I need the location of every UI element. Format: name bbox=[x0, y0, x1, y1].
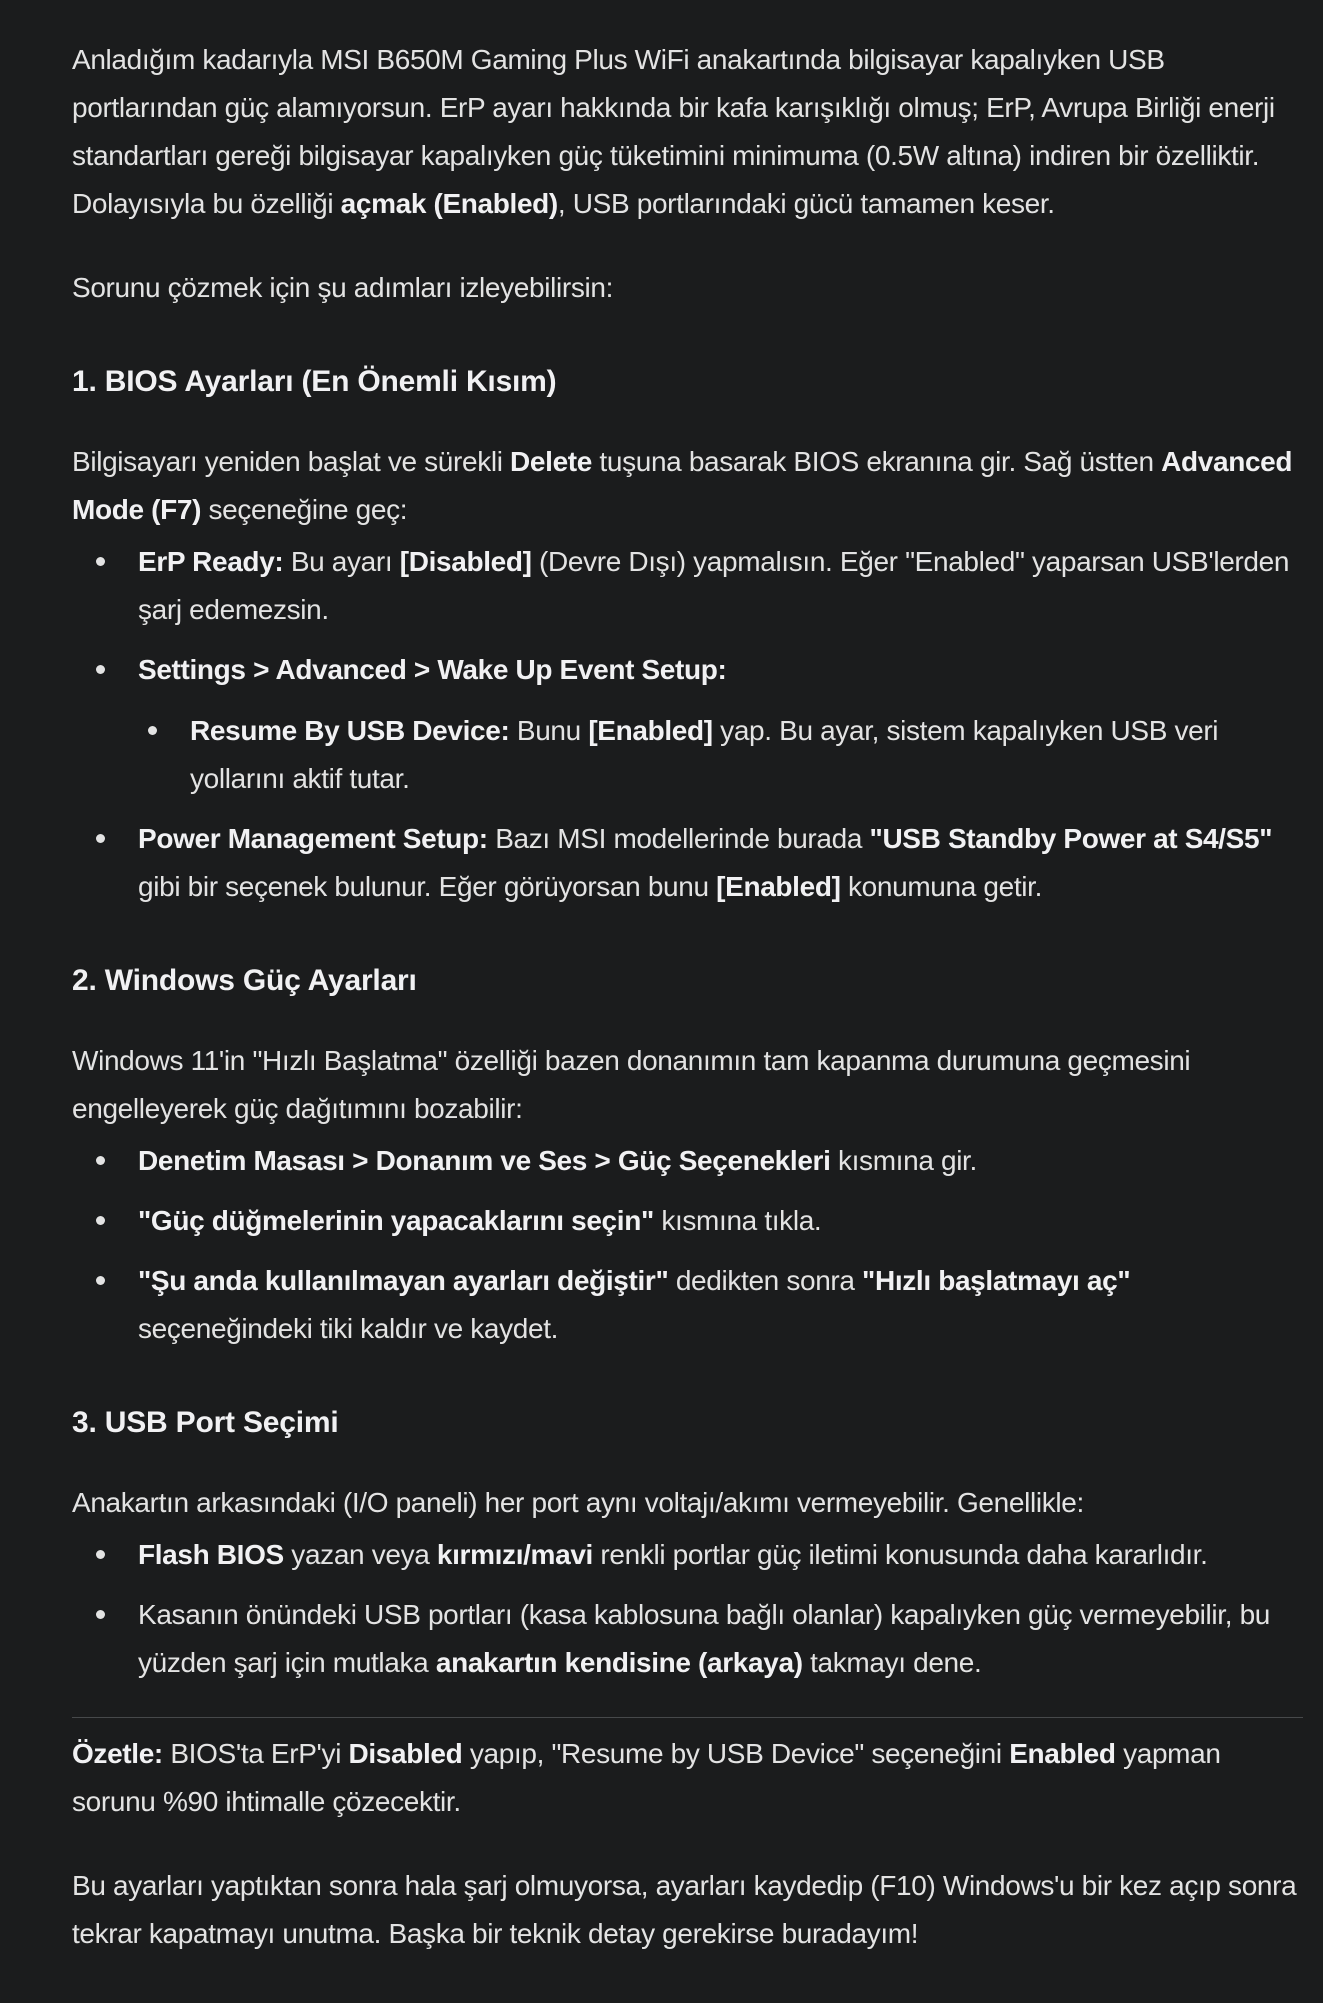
text-run: takmayı dene. bbox=[802, 1647, 982, 1678]
section-heading bbox=[72, 1403, 1303, 1443]
text-run: Windows 11'in "Hızlı Başlatma" özelliği bazen donanımın tam kapanma durumuna geçmesini engelleyerek güç dağıtımını bozabilir: bbox=[72, 1045, 1191, 1124]
text-run: Bazı MSI modellerinde burada bbox=[487, 823, 870, 854]
text-run: seçeneğine geç: bbox=[201, 494, 408, 525]
bold-text: Settings > Advanced > Wake Up Event Setup: bbox=[138, 654, 727, 685]
bold-text: [Enabled] bbox=[588, 715, 713, 746]
list-item bbox=[72, 1197, 1303, 1245]
bold-text: "Hızlı başlatmayı aç" bbox=[862, 1265, 1131, 1296]
paragraph bbox=[72, 1479, 1303, 1527]
bold-text: [Disabled] bbox=[399, 546, 532, 577]
bold-text: Power Management Setup: bbox=[138, 823, 488, 854]
bold-text: "USB Standby Power at S4/S5" bbox=[869, 823, 1273, 854]
list-item bbox=[138, 707, 1303, 803]
section-divider bbox=[72, 1717, 1303, 1718]
paragraph bbox=[72, 264, 1303, 312]
bold-text: Özetle: bbox=[72, 1738, 163, 1769]
text-run: gibi bir seçenek bulunur. Eğer görüyorsan bunu bbox=[138, 871, 717, 902]
text-run: tuşuna basarak BIOS ekranına gir. Sağ üstten bbox=[592, 446, 1162, 477]
bold-text: ErP Ready: bbox=[138, 546, 284, 577]
text-run: Bunu bbox=[509, 715, 589, 746]
bold-text: Denetim Masası > Donanım ve Ses > Güç Seçenekleri bbox=[138, 1145, 831, 1176]
text-run: kısmına tıkla. bbox=[653, 1205, 822, 1236]
text-run: 2. Windows Güç Ayarları bbox=[72, 964, 417, 997]
text-run: Bilgisayarı yeniden başlat ve sürekli bbox=[72, 446, 511, 477]
list-item bbox=[72, 1591, 1303, 1687]
text-run: yazan veya bbox=[283, 1539, 437, 1570]
text-run: 3. USB Port Seçimi bbox=[72, 1406, 339, 1439]
text-run: konumuna getir. bbox=[840, 871, 1042, 902]
text-run: kısmına gir. bbox=[830, 1145, 977, 1176]
text-run: 1. BIOS Ayarları (En Önemli Kısım) bbox=[72, 365, 557, 398]
list-item bbox=[72, 1137, 1303, 1185]
text-run: yapıp, "Resume by USB Device" seçeneğini bbox=[462, 1738, 1010, 1769]
bold-text: Disabled bbox=[348, 1738, 463, 1769]
list-item bbox=[72, 538, 1303, 634]
text-run: Bu ayarları yaptıktan sonra hala şarj olmuyorsa, ayarları kaydedip (F10) Windows'u bir kez açıp sonra tekrar kapatmayı unutma. Başka bir teknik detay gerekirse buradayım! bbox=[72, 1870, 1297, 1949]
bullet-list bbox=[72, 538, 1303, 911]
text-run: Anladığım kadarıyla MSI B650M Gaming Plus WiFi anakartında bilgisayar kapalıyken USB portlarından güç alamıyorsun. ErP ayarı hakkında bir kafa karışıklığı olmuş; ErP, Avrupa Birliği enerji standartları gereği bilgisayar kapalıyken güç tüketimini minimuma (0.5W altına) indiren bir özelliktir. Dolayısıyla bu özelliği bbox=[72, 44, 1275, 219]
paragraph bbox=[72, 1862, 1303, 1958]
text-run: Sorunu çözmek için şu adımları izleyebilirsin: bbox=[72, 272, 614, 303]
paragraph bbox=[72, 1730, 1303, 1826]
text-run: yapman sorunu %90 ihtimalle çözecektir. bbox=[72, 1738, 1221, 1817]
list-item bbox=[72, 646, 1303, 803]
bullet-list bbox=[72, 1137, 1303, 1353]
bold-text: anakartın kendisine (arkaya) bbox=[435, 1647, 803, 1678]
bold-text: açmak (Enabled) bbox=[340, 188, 558, 219]
text-run: yap. Bu ayar, sistem kapalıyken USB veri yollarını aktif tutar. bbox=[190, 715, 1219, 794]
text-run: Kasanın önündeki USB portları (kasa kablosuna bağlı olanlar) kapalıyken güç vermeyebilir, bu yüzden şarj için mutlaka bbox=[138, 1599, 1271, 1678]
bold-text: [Enabled] bbox=[716, 871, 841, 902]
section-heading bbox=[72, 961, 1303, 1001]
text-run: , USB portlarındaki gücü tamamen keser. bbox=[557, 188, 1055, 219]
section-heading bbox=[72, 362, 1303, 402]
chat-response-message bbox=[0, 36, 1323, 1958]
nested-bullet-list bbox=[138, 707, 1303, 803]
text-run: seçeneğindeki tiki kaldır ve kaydet. bbox=[138, 1313, 559, 1344]
bold-text: Flash BIOS bbox=[138, 1539, 284, 1570]
bold-text: "Güç düğmelerinin yapacaklarını seçin" bbox=[138, 1205, 654, 1236]
bold-text: Advanced Mode (F7) bbox=[72, 446, 1293, 525]
bold-text: kırmızı/mavi bbox=[436, 1539, 593, 1570]
bold-text: "Şu anda kullanılmayan ayarları değiştir" bbox=[138, 1265, 669, 1296]
text-run: Bu ayarı bbox=[283, 546, 400, 577]
text-run: BIOS'ta ErP'yi bbox=[162, 1738, 349, 1769]
text-run: dedikten sonra bbox=[668, 1265, 863, 1296]
list-item bbox=[72, 1257, 1303, 1353]
paragraph bbox=[72, 1037, 1303, 1133]
bold-text: Enabled bbox=[1009, 1738, 1116, 1769]
paragraph bbox=[72, 438, 1303, 534]
paragraph bbox=[72, 36, 1303, 228]
text-run: (Devre Dışı) yapmalısın. Eğer "Enabled" yaparsan USB'lerden şarj edemezsin. bbox=[138, 546, 1290, 625]
list-item bbox=[72, 815, 1303, 911]
text-run: renkli portlar güç iletimi konusunda daha kararlıdır. bbox=[592, 1539, 1208, 1570]
bold-text: Resume By USB Device: bbox=[190, 715, 510, 746]
bullet-list bbox=[72, 1531, 1303, 1687]
text-run: Anakartın arkasındaki (I/O paneli) her port aynı voltajı/akımı vermeyebilir. Genellikle: bbox=[72, 1487, 1084, 1518]
list-item bbox=[72, 1531, 1303, 1579]
bold-text: Delete bbox=[510, 446, 592, 477]
